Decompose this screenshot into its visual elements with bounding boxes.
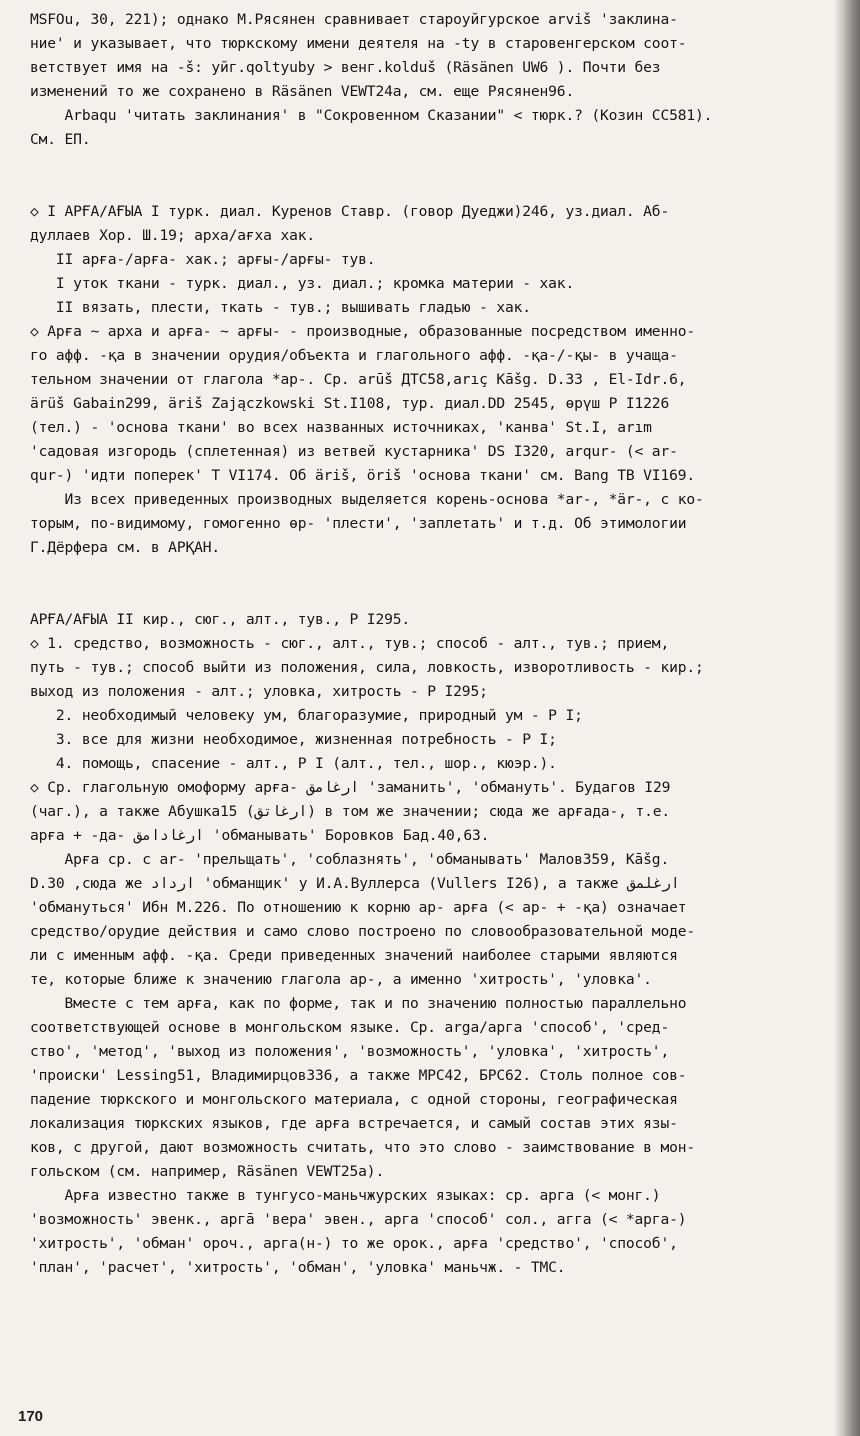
text-line: II вязать, плести, ткать - тув.; вышивать гладью - хак. [30, 299, 531, 316]
text-line: См. ЕП. [30, 131, 91, 148]
text-line: изменений то же сохранено в Räsänen VEWT24a, см. еще Рясянен96. [30, 83, 575, 100]
text-line: 'обмануться' Ибн М.226. По отношению к корню ар- арға (< ар- + -қа) означает [30, 899, 687, 916]
text-line: выход из положения - алт.; уловка, хитрость - Р I295; [30, 683, 488, 700]
text-line: ◇ 1. средство, возможность - сюг., алт., тув.; способ - алт., тув.; прием, [30, 635, 670, 652]
text-line: Arbaqu 'читать заклинания' в "Сокровенном Сказании" < тюрк.? (Козин СС581). [30, 107, 713, 124]
text-line: 'садовая изгородь (сплетенная) из ветвей кустарника' DS I320, arqur- (< ar- [30, 443, 678, 460]
dictionary-entry-1 [30, 8, 838, 152]
text-line: падение тюркского и монгольского материала, с одной стороны, географическая [30, 1091, 678, 1108]
section-gap [30, 584, 838, 608]
text-line: ли с именным афф. -қа. Среди приведенных значений наиболее старыми являются [30, 947, 678, 964]
text-line: I уток ткани - турк. диал., уз. диал.; кромка материи - хак. [30, 275, 575, 292]
text-line: ärüš Gabain299, äriš Zajączkowski St.I108, тур. диал.DD 2545, өрүш P I1226 [30, 395, 670, 412]
text-line: 4. помощь, спасение - алт., Р I (алт., тел., шор., кюэр.). [30, 755, 557, 772]
text-line: 'возможность' эвенк., аргā 'вера' эвен., арга 'способ' сол., агга (< *арга-) [30, 1211, 687, 1228]
text-line: 'план', 'расчет', 'хитрость', 'обман', 'уловка' маньчж. - ТМС. [30, 1259, 566, 1276]
text-line: ◇ Арға ~ арха и арға- ~ арғы- - производные, образованные посредством именно- [30, 323, 695, 340]
text-line: ние' и указывает, что тюркскому имени деятеля на -ty в старовенгерском соот- [30, 35, 687, 52]
text-line: ков, с другой, дают возможность считать, что это слово - заимствование в мон- [30, 1139, 695, 1156]
text-line: дуллаев Хор. Ш.19; арха/ағха хак. [30, 227, 315, 244]
text-line: соответствующей основе в монгольском языке. Ср. arga/арга 'способ', 'сред- [30, 1019, 670, 1036]
text-line: 'хитрость', 'обман' ороч., арга(н-) то же орок., арға 'средство', 'способ', [30, 1235, 678, 1252]
page-number: 170 [18, 1408, 44, 1425]
text-line: арға + -да- ارغادامق 'обманывать' Боровков Бад.40,63. [30, 827, 490, 844]
text-line: D.30 ,сюда же ارداد 'обманщик' у И.А.Вуллерса (Vullers I26), а также ارغلمق [30, 875, 680, 892]
text-line: (чаг.), а также Абушка15 (ارغاتق) в том же значении; сюда же арғада-, т.е. [30, 803, 670, 820]
text-line: те, которые ближе к значению глагола ар-, а именно 'хитрость', 'уловка'. [30, 971, 652, 988]
text-line: средство/орудие действия и само слово построено по словообразовательной моде- [30, 923, 695, 940]
text-line: АРҒА/АҒЫА II кир., сюг., алт., тув., Р I295. [30, 611, 410, 628]
text-line: Вместе с тем арға, как по форме, так и по значению полностью параллельно [30, 995, 687, 1012]
page-text [30, 8, 838, 1280]
section-gap [30, 152, 838, 176]
text-line: ◇ Ср. глагольную омоформу арға- ارغامق 'заманить', 'обмануть'. Будагов I29 [30, 779, 671, 796]
text-line: Арға ср. с ar- 'прельщать', 'соблазнять', 'обманывать' Малов359, Kāšg. [30, 851, 670, 868]
text-line: (тел.) - 'основа ткани' во всех названных источниках, 'канва' St.I, arım [30, 419, 652, 436]
dictionary-entry-3 [30, 608, 838, 1280]
text-line: 'происки' Lessing51, Владимирцов336, а также МРС42, БРС62. Столь полное сов- [30, 1067, 687, 1084]
text-line: ство', 'метод', 'выход из положения', 'возможность', 'уловка', 'хитрость', [30, 1043, 670, 1060]
text-line: тельном значении от глагола *ар-. Ср. arūš ДТС58,arıç Kāšg. D.33 , El-Idr.6, [30, 371, 687, 388]
scan-edge-shadow [834, 0, 860, 1436]
text-line: го афф. -қа в значении орудия/объекта и глагольного афф. -қа-/-қы- в учаща- [30, 347, 678, 364]
section-gap [30, 560, 838, 584]
text-line: MSFOu, 30, 221); однако М.Рясянен сравнивает староуйгурское arviš 'заклина- [30, 11, 678, 28]
section-gap [30, 176, 838, 200]
text-line: ◇ I АРҒА/АҒЫА I турк. диал. Куренов Ставр. (говор Дуеджи)246, уз.диал. Аб- [30, 203, 670, 220]
text-line: локализация тюркских языков, где арға встречается, и самый состав этих язы- [30, 1115, 678, 1132]
text-line: 3. все для жизни необходимое, жизненная потребность - Р I; [30, 731, 557, 748]
text-line: II арға-/арға- хак.; арғы-/арғы- тув. [30, 251, 376, 268]
text-line: qur-) 'идти поперек' Т VI174. Об äriš, öriš 'основа ткани' см. Bang TB VI169. [30, 467, 695, 484]
text-line: гольском (см. например, Räsänen VEWT25a). [30, 1163, 385, 1180]
text-line: Из всех приведенных производных выделяется корень-основа *ar-, *är-, с ко- [30, 491, 704, 508]
text-line: ветствует имя на -š: уйг.qoltyuby > венг.kolduš (Räsänen UW6 ). Почти без [30, 59, 661, 76]
dictionary-entry-2 [30, 200, 838, 560]
text-line: 2. необходимый человеку ум, благоразумие, природный ум - Р I; [30, 707, 583, 724]
text-line: Г.Дёрфера см. в АРҚАН. [30, 539, 220, 556]
text-line: путь - тув.; способ выйти из положения, сила, ловкость, изворотливость - кир.; [30, 659, 704, 676]
text-line: Арға известно также в тунгусо-маньчжурских языках: ср. арга (< монг.) [30, 1187, 661, 1204]
text-line: торым, по-видимому, гомогенно өр- 'плести', 'заплетать' и т.д. Об этимологии [30, 515, 687, 532]
